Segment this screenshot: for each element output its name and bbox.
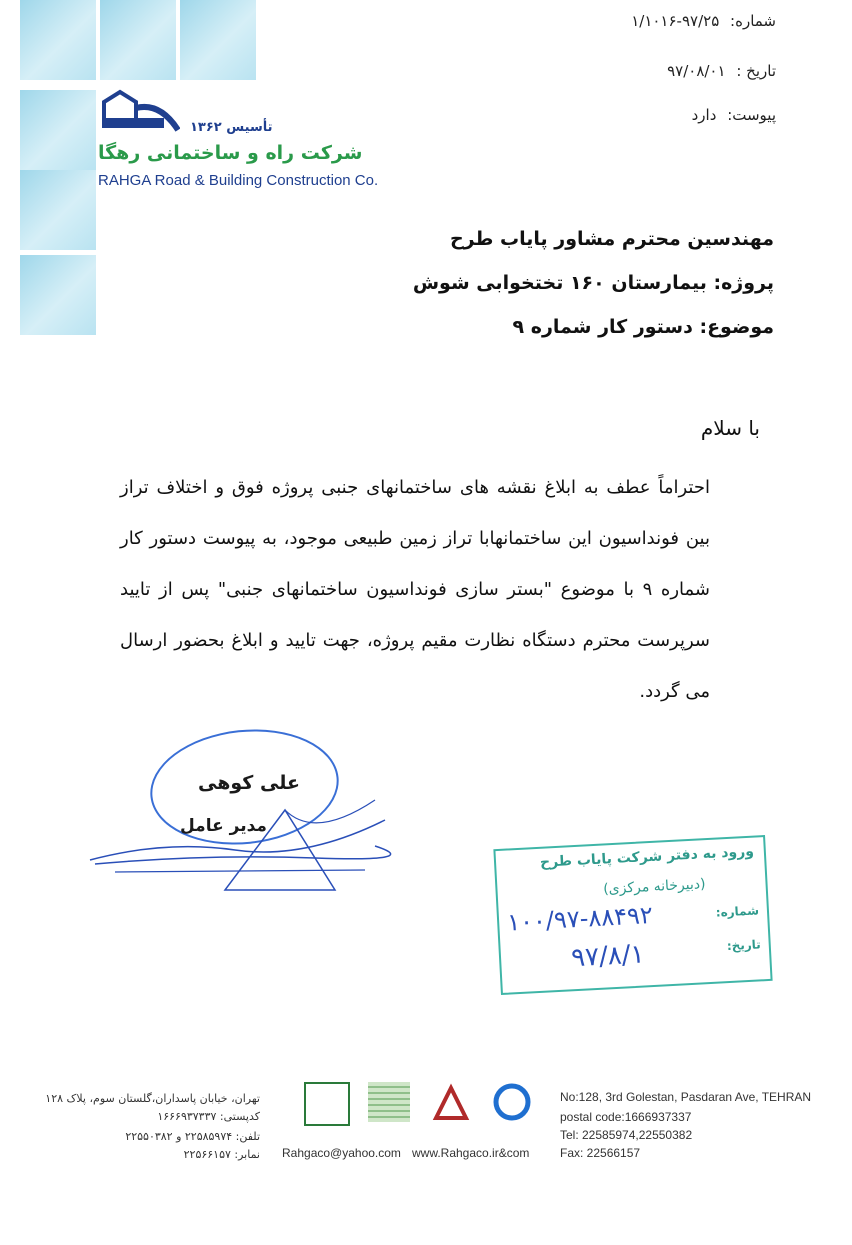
letter-recipient: مهندسین محترم مشاور پایاب طرح [449, 228, 774, 250]
letter-date-label: تاریخ : [736, 62, 776, 80]
iso-cert-logo-icon [492, 1082, 534, 1122]
letter-subject: موضوع: دستور کار شماره ۹ [512, 316, 774, 338]
received-stamp [493, 835, 772, 995]
letter-project: پروژه: بیمارستان ۱۶۰ تختخوابی شوش [412, 272, 774, 294]
stamp-number-label: شماره: [715, 903, 760, 920]
company-founded: تأسیس ۱۳۶۲ [190, 120, 273, 135]
stamp-line2: (دبیرخانه مرکزی) [602, 876, 706, 898]
footer-postal-fa: کدپستی: ۱۶۶۶۹۳۷۳۳۷ [157, 1110, 260, 1123]
letter-date-value: ۹۷/۰۸/۰۱ [667, 62, 726, 80]
signer-name: علی کوهی [198, 772, 300, 794]
letter-body: احتراماً عطف به ابلاغ نقشه های ساختمانهای جنبی پروژه فوق و اختلاف تراز بین فونداسیون این ساختمانهابا تراز زمین طبیعی موجود، به پیوست دستور کار شماره ۹ با موضوع "بستر سازی فونداسیون ساختمانهای جنبی" پس از تایید سرپرست محترم دستگاه نظارت مقیم پروژه، جهت تایید و ابلاغ بحضور ارسال می گردد. [120, 477, 710, 702]
letter-number-value: ۹۷/۲۵-۱/۱۰۱۶ [631, 12, 720, 30]
company-name-fa: شرکت راه و ساختمانی رهگا [98, 142, 363, 164]
letter-date [667, 62, 776, 80]
footer-fax-fa: نمابر: ۲۲۵۶۶۱۵۷ [183, 1148, 260, 1161]
company-logo [100, 86, 180, 132]
footer-fax-en: Fax: 22566157 [560, 1146, 641, 1160]
stamp-date-value: ۹۷/۸/۱ [570, 939, 646, 974]
company-name-en: RAHGA Road & Building Construction Co. [98, 172, 379, 189]
stamp-line1: ورود به دفتر شرکت پایاب طرح [539, 843, 755, 871]
footer-website[interactable]: www.Rahgaco.ir&com [412, 1146, 530, 1160]
letter-number [631, 12, 776, 30]
footer-address-en: No:128, 3rd Golestan, Pasdaran Ave, TEHRAN [560, 1090, 812, 1104]
letter-attachment [692, 106, 776, 124]
association-logo-icon [368, 1082, 410, 1122]
footer-postal-en: postal code:1666937337 [560, 1110, 692, 1124]
signer-title: مدیر عامل [180, 816, 267, 836]
letter-greeting: با سلام [700, 416, 760, 440]
handwritten-signature [85, 780, 395, 920]
footer-address-fa: تهران، خیابان پاسداران،گلستان سوم، پلاک ۱۲۸ [45, 1092, 260, 1105]
stamp-date-label: تاریخ: [726, 937, 762, 954]
footer-email[interactable]: Rahgaco@yahoo.com [282, 1146, 401, 1160]
footer-phone-en: Tel: 22585974,22550382 [560, 1128, 693, 1142]
stamp-number-value: ۱۰۰/۹۷-۸۸۴۹۲ [506, 900, 654, 937]
engineering-org-logo-icon [430, 1082, 472, 1122]
letter-number-label: شماره: [730, 12, 776, 30]
letter-attachment-value: دارد [691, 106, 717, 124]
icca-logo-icon [304, 1082, 350, 1126]
letter-attachment-label: پیوست: [727, 106, 776, 124]
footer-phone-fa: تلفن: ۲۲۵۸۵۹۷۴ و ۲۲۵۵۰۳۸۲ [125, 1130, 260, 1143]
certification-logos [300, 1080, 545, 1128]
